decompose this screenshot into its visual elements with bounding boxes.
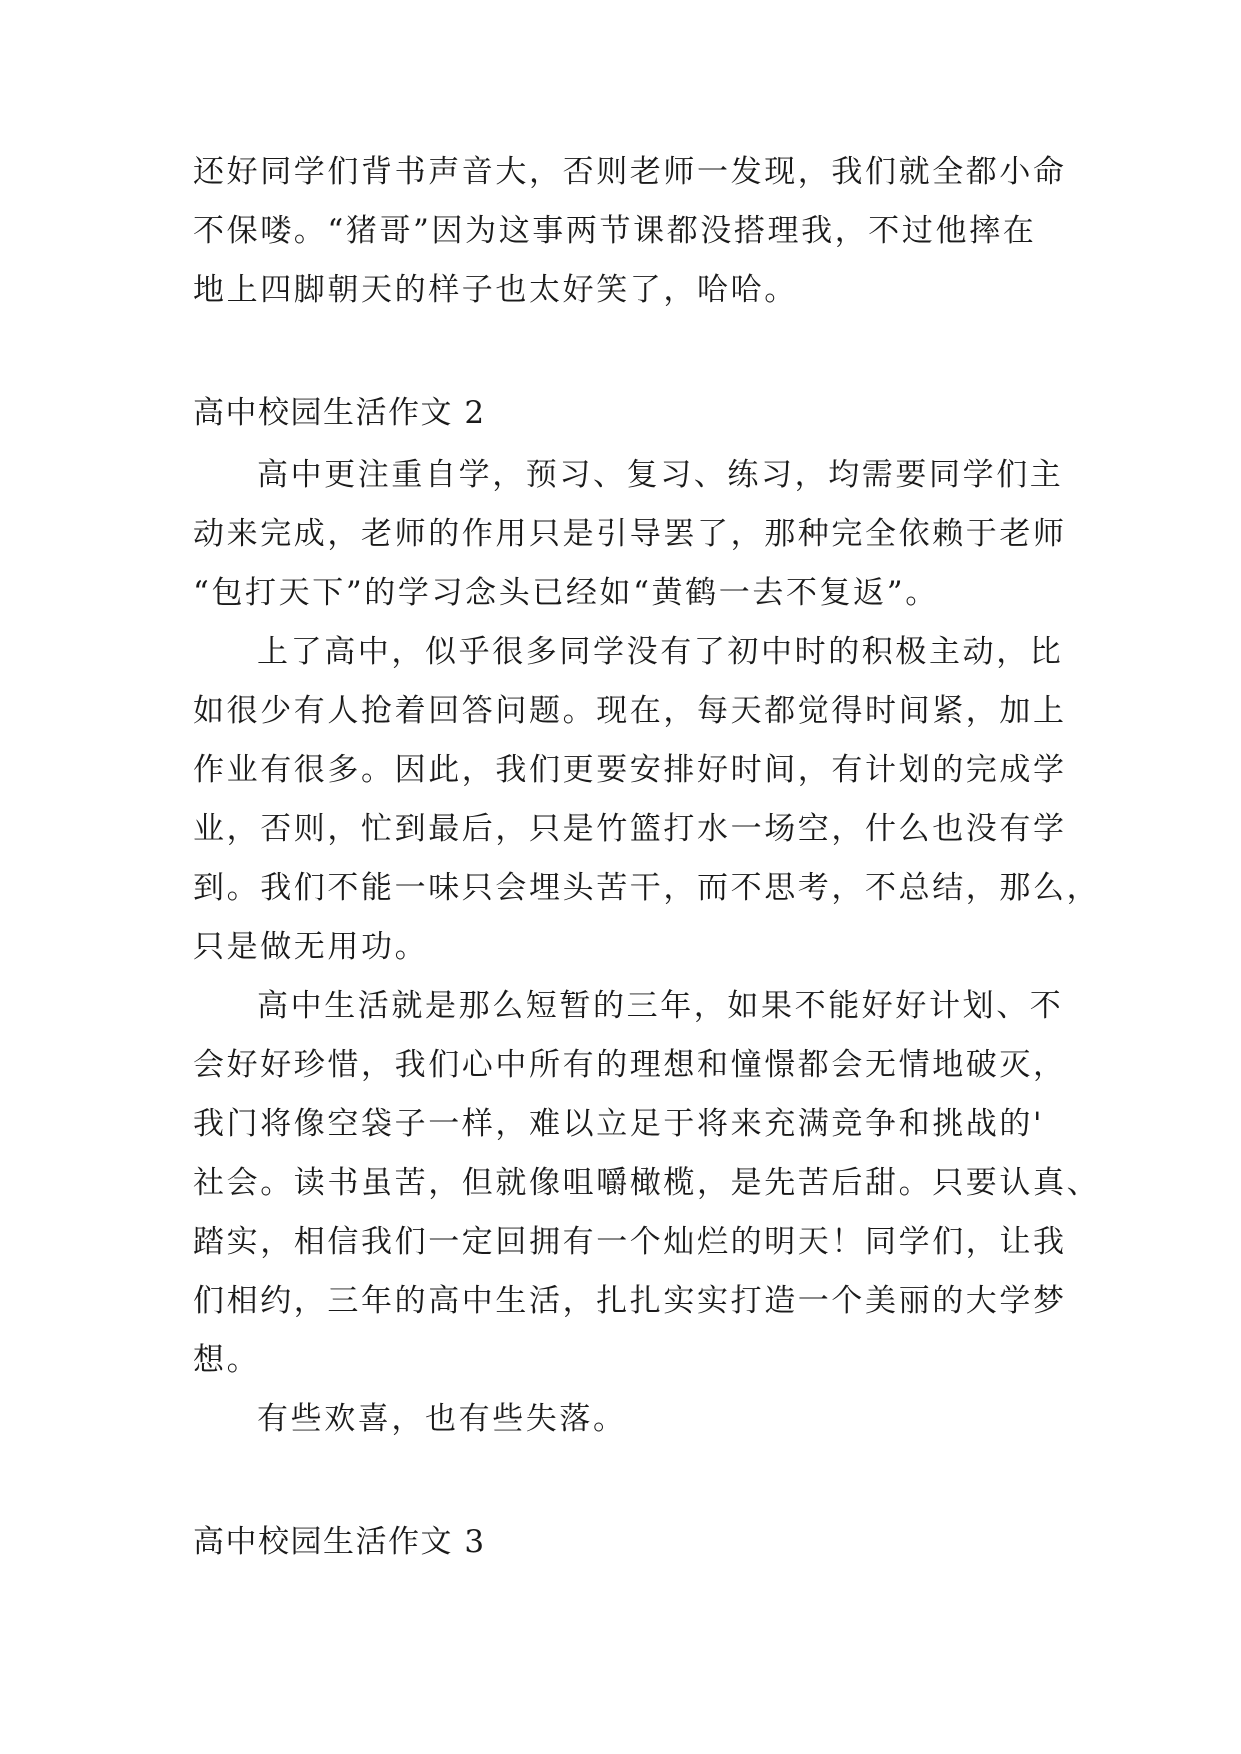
text-line: 作业有很多。因此，我们更要安排好时间，有计划的完成学	[193, 752, 1067, 788]
text-line: 如很少有人抢着回答问题。现在，每天都觉得时间紧，加上	[193, 693, 1067, 729]
text-line: “包打天下”的学习念头已经如“黄鹤一去不复返”。	[193, 575, 939, 611]
text-line: 想。	[193, 1342, 261, 1378]
text-line: 会好好珍惜，我们心中所有的理想和憧憬都会无情地破灭，	[193, 1047, 1067, 1083]
text-line: 社会。读书虽苦，但就像咀嚼橄榄，是先苦后甜。只要认真、	[193, 1165, 1101, 1201]
text-line: 业，否则，忙到最后，只是竹篮打水一场空，什么也没有学	[193, 811, 1067, 847]
text-line: 不保喽。“猪哥”因为这事两节课都没搭理我，不过他摔在	[193, 213, 1037, 249]
text-line: 只是做无用功。	[193, 929, 429, 965]
text-line: 高中更注重自学，预习、复习、练习，均需要同学们主	[257, 457, 1064, 493]
section-heading: 高中校园生活作文 3	[193, 1524, 486, 1560]
text-line: 我门将像空袋子一样，难以立足于将来充满竞争和挑战的'	[193, 1106, 1045, 1142]
text-line: 到。我们不能一味只会埋头苦干，而不思考，不总结，那么，	[193, 870, 1101, 906]
text-line: 动来完成，老师的作用只是引导罢了，那种完全依赖于老师	[193, 516, 1067, 552]
section-heading: 高中校园生活作文 2	[193, 395, 486, 431]
text-line: 还好同学们背书声音大，否则老师一发现，我们就全都小命	[193, 154, 1067, 190]
text-line: 有些欢喜，也有些失落。	[257, 1401, 627, 1437]
text-line: 高中生活就是那么短暂的三年，如果不能好好计划、不	[257, 988, 1064, 1024]
text-line: 地上四脚朝天的样子也太好笑了，哈哈。	[193, 272, 798, 308]
text-line: 们相约，三年的高中生活，扎扎实实打造一个美丽的大学梦	[193, 1283, 1067, 1319]
text-line: 上了高中，似乎很多同学没有了初中时的积极主动，比	[257, 634, 1064, 670]
text-line: 踏实，相信我们一定回拥有一个灿烂的明天！同学们，让我	[193, 1224, 1067, 1260]
